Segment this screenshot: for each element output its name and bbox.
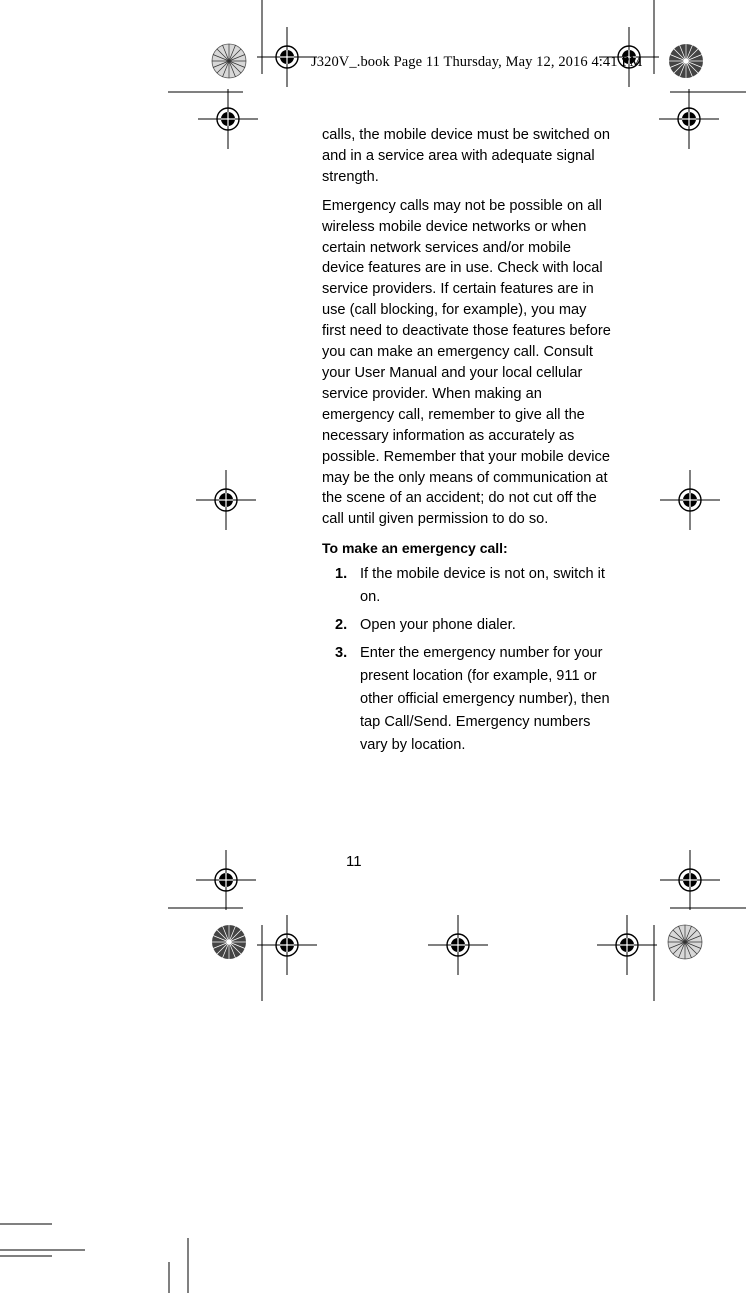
step-number: 1. <box>335 566 348 583</box>
page-number: 11 <box>346 853 362 870</box>
step-text: Enter the emergency number for your present location (for example, 911 or other official emergency number), then tap Call/Send. Emergency numbers vary by location. <box>360 645 610 754</box>
page-content <box>322 125 612 762</box>
step-text: Open your phone dialer. <box>360 617 516 634</box>
step-text: If the mobile device is not on, switch it on. <box>360 566 605 606</box>
list-item <box>322 642 612 757</box>
list-item <box>322 614 612 637</box>
step-number: 2. <box>335 617 348 634</box>
paragraph-emergency-calls: Emergency calls may not be possible on all wireless mobile device networks or when certain network services and/or mobile device features are in use. Check with local service providers. If certain features are in use (call blocking, for example), you may first need to deactivate those features before you can make an emergency call. Consult your User Manual and your local cellular service provider. When making an emergency call, remember to give all the necessary information as accurately as possible. Remember that your mobile device may be the only means of communication at the scene of an accident; do not cut off the call until given permission to do so. <box>322 197 611 528</box>
list-item <box>322 563 612 609</box>
section-subheading: To make an emergency call: <box>322 540 508 557</box>
steps-list <box>322 563 612 757</box>
print-slug: J320V_.book Page 11 Thursday, May 12, 2016 4:41 PM <box>311 54 643 70</box>
step-number: 3. <box>335 645 348 662</box>
paragraph-service-area: calls, the mobile device must be switched on and in a service area with adequate signal strength. <box>322 127 610 185</box>
